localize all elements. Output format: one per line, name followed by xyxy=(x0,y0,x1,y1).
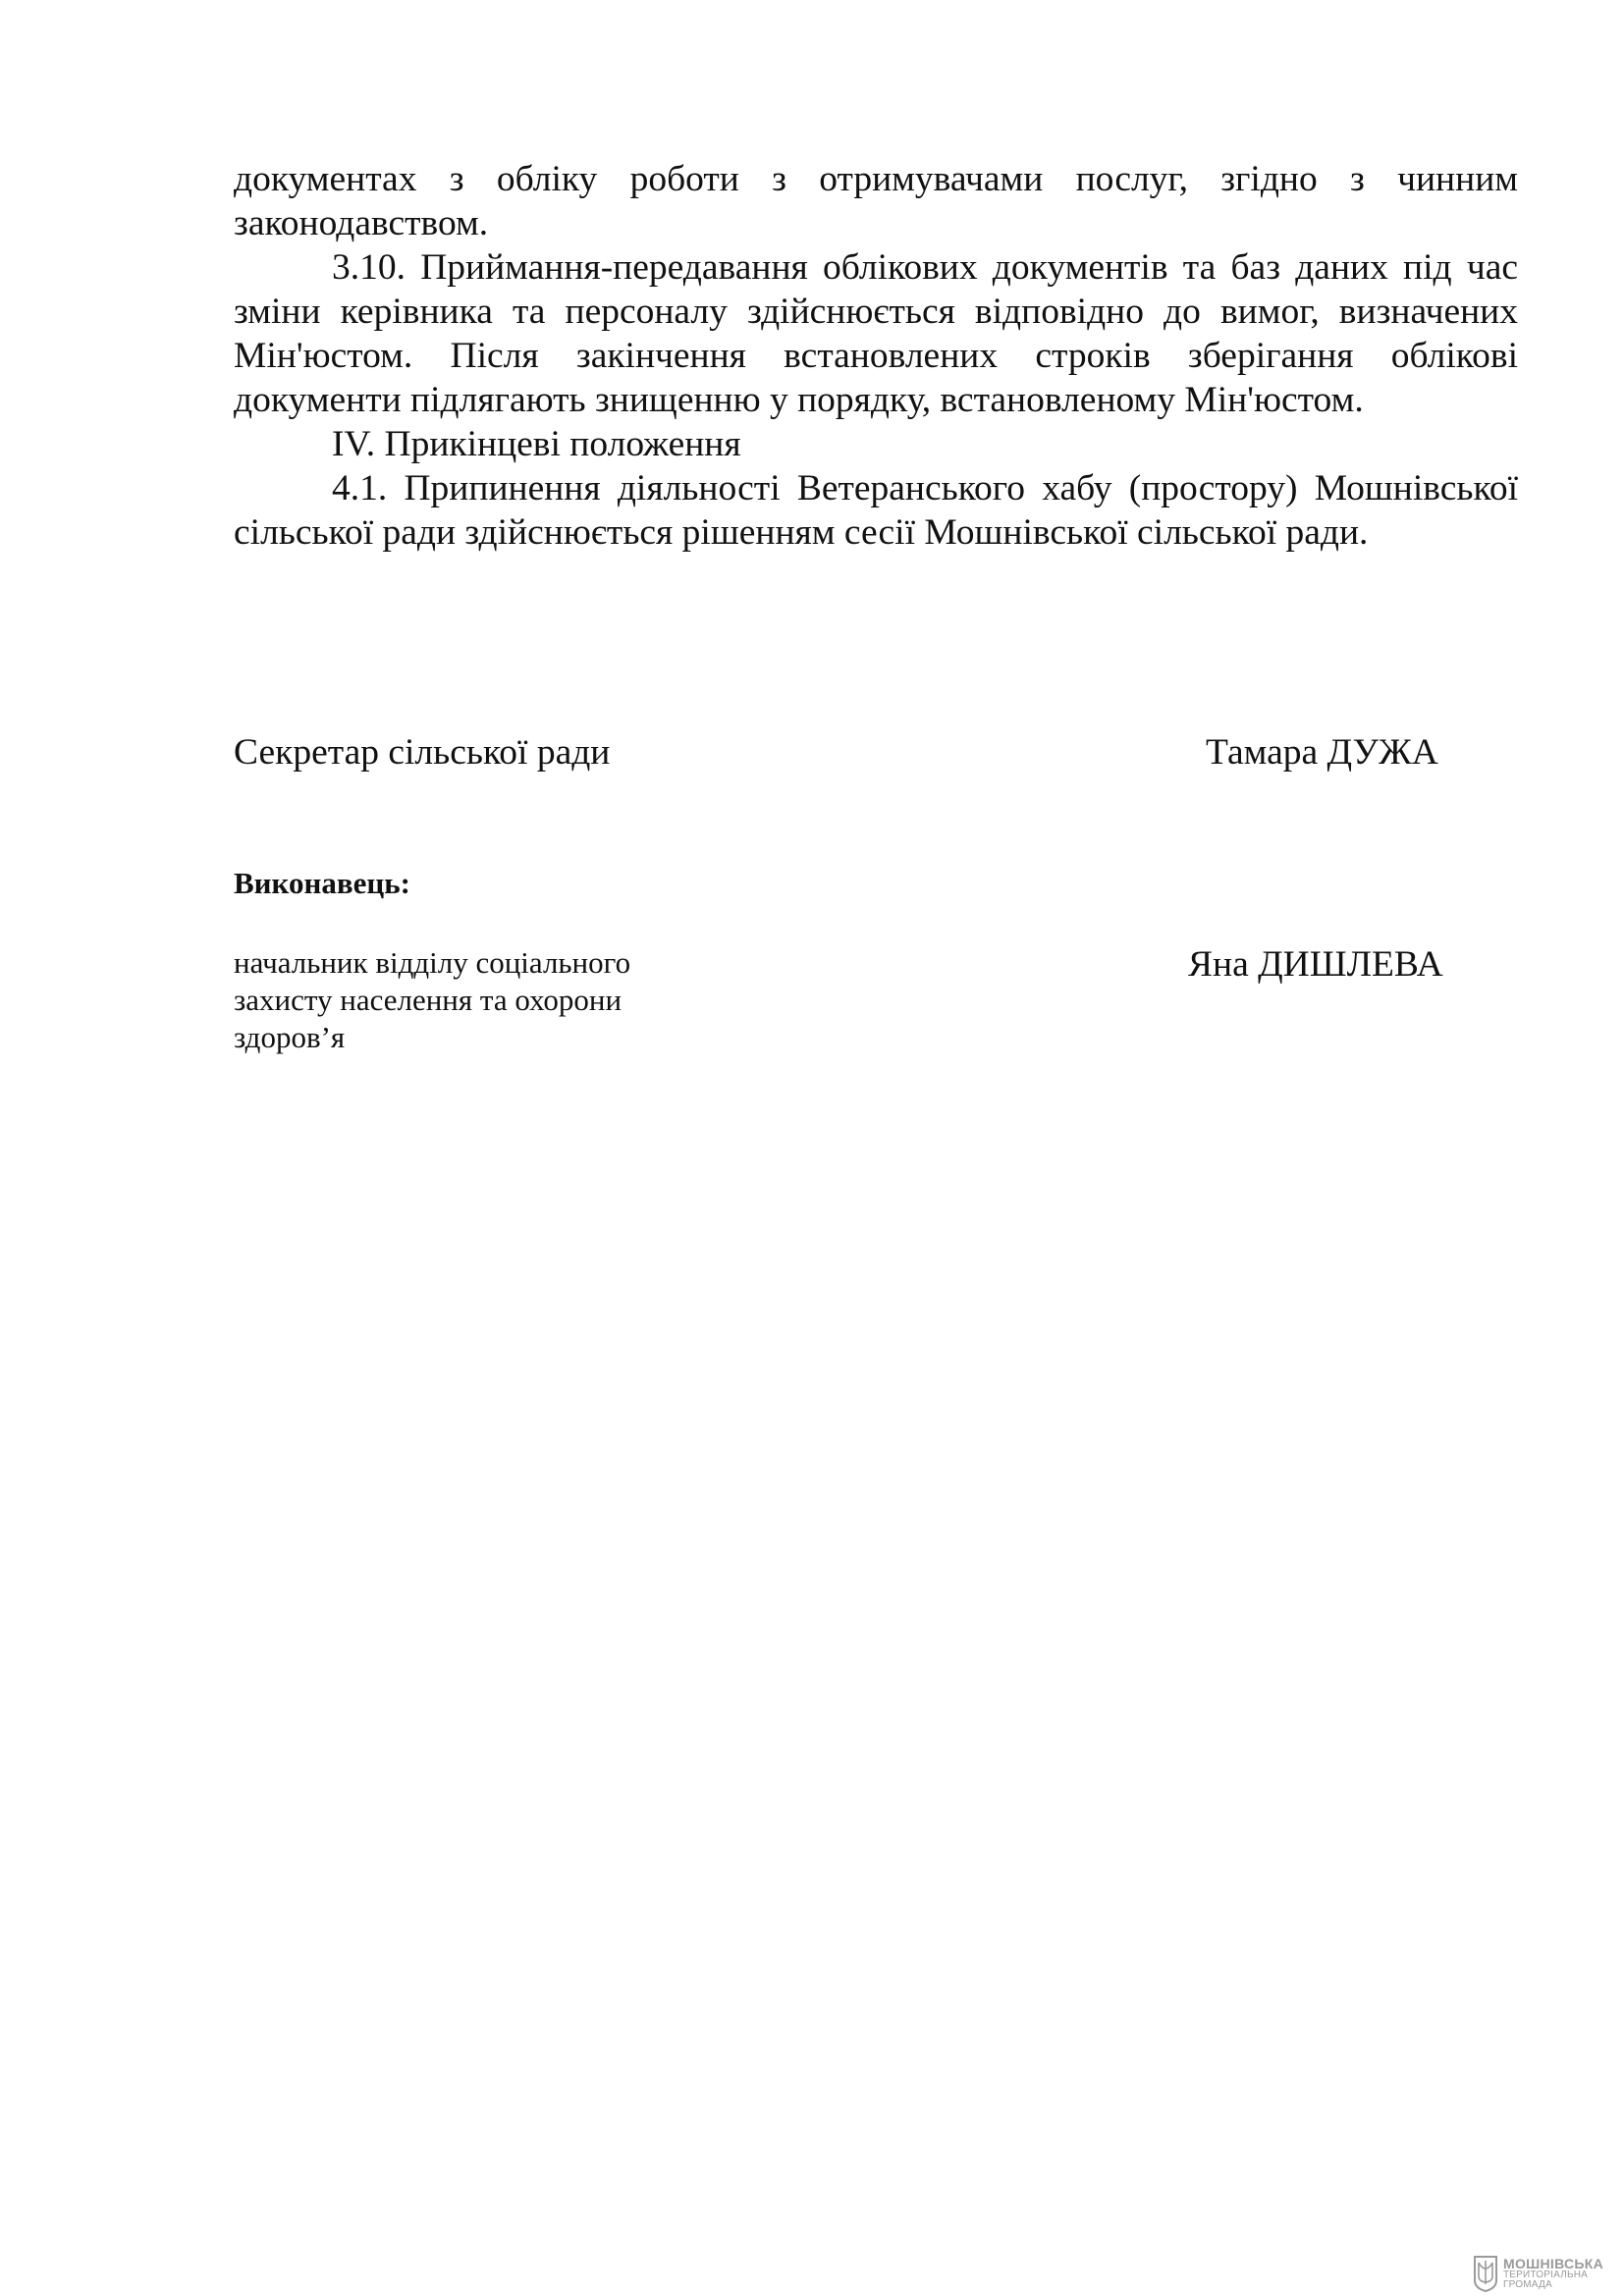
executor-position-line: захисту населення та охорони xyxy=(234,983,623,1017)
executor-label: Виконавець: xyxy=(234,866,410,900)
logo-subtitle: ГРОМАДА xyxy=(1503,2279,1552,2290)
executor-name: Яна ДИШЛЕВА xyxy=(1188,944,1443,985)
logo-title: МОШНІВСЬКА xyxy=(1503,2256,1604,2271)
document-body xyxy=(234,157,1518,555)
executor-block xyxy=(234,944,1518,1056)
paragraph-4-1: 4.1. Припинення діяльності Ветеранського хабу (простору) Мошнівської сільської ради здійснюється рішенням сесії Мошнівської сільської ради. xyxy=(234,468,1518,553)
trident-emblem-icon xyxy=(1473,2255,1498,2292)
paragraph-3-10: 3.10. Приймання-передавання облікових документів та баз даних під час зміни керівника та персоналу здійснюється відповідно до вимог, визначених Мін'юстом. Після закінчення встановлених строків зберігання облікові документи підлягають знищенню у порядку, встановленому Мін'юстом. xyxy=(234,247,1518,420)
executor-position-line: начальник відділу соціального xyxy=(234,945,631,980)
signature-name: Тамара ДУЖА xyxy=(1206,732,1438,773)
signature-position: Секретар сільської ради xyxy=(234,732,611,773)
section-heading-iv: IV. Прикінцеві положення xyxy=(332,424,741,464)
community-logo xyxy=(1473,2254,1603,2293)
executor-position-line: здоров’я xyxy=(234,1020,346,1054)
paragraph-continuation: документах з обліку роботи з отримувачами послуг, згідно з чинним законодавством. xyxy=(234,159,1518,243)
logo-subtitle: ТЕРИТОРІАЛЬНА xyxy=(1503,2269,1589,2280)
logo-text xyxy=(1503,2257,1603,2290)
